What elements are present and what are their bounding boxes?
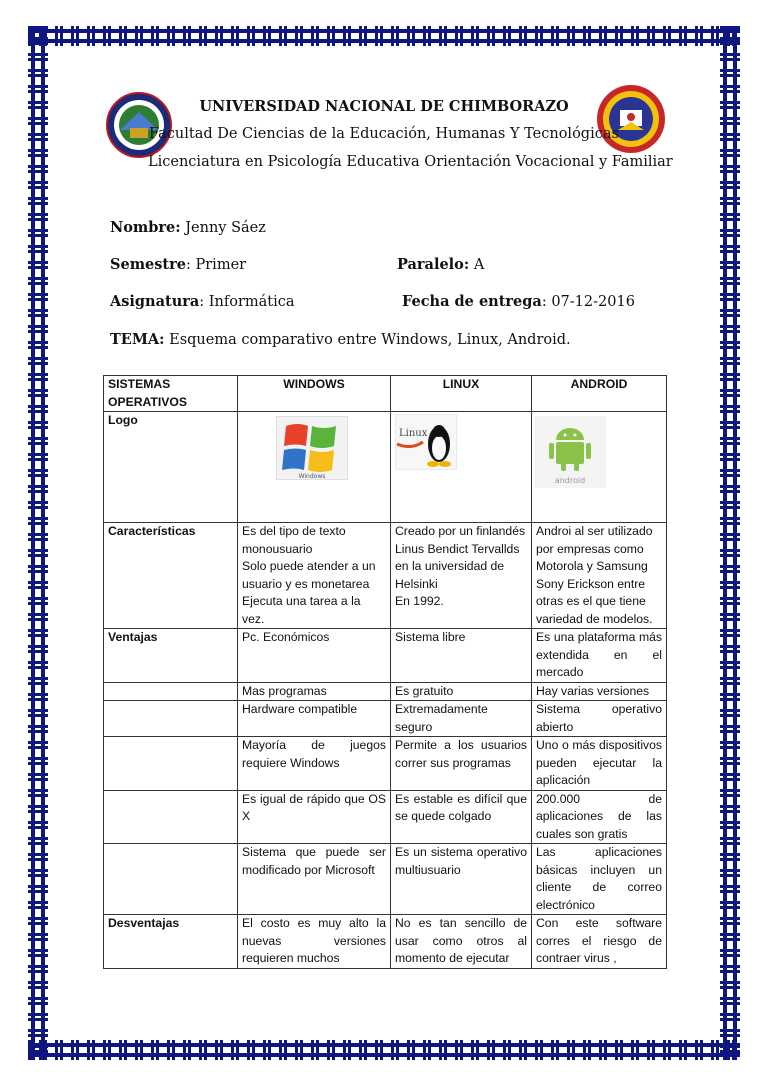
linux-cell: Extremadamente seguro — [391, 701, 532, 737]
tema-value: Esquema comparativo entre Windows, Linux, Android. — [164, 332, 571, 348]
table-header-row — [104, 376, 667, 412]
linux-logo-cell — [391, 412, 532, 523]
table-row — [104, 523, 667, 629]
header-android: ANDROID — [532, 376, 667, 412]
linux-cell: Permite a los usuarios correr sus programas — [391, 737, 532, 791]
row-label — [104, 682, 238, 701]
asignatura-field — [110, 293, 295, 310]
logo-row-label: Logo — [104, 412, 238, 523]
windows-cell: Mas programas — [238, 682, 391, 701]
windows-cell: Mayoría de juegos requiere Windows — [238, 737, 391, 791]
windows-logo-icon — [276, 416, 348, 480]
row-label — [104, 790, 238, 844]
row-label: Desventajas — [104, 915, 238, 969]
windows-logo-caption: Windows — [298, 473, 326, 480]
android-cell: Sistema operativo abierto — [532, 701, 667, 737]
header-windows: WINDOWS — [238, 376, 391, 412]
android-cell: Las aplicaciones básicas incluyen un cliente de correo electrónico — [532, 844, 667, 915]
row-label — [104, 844, 238, 915]
android-logo-cell — [532, 412, 667, 523]
fecha-label: Fecha de entrega — [402, 293, 542, 310]
table-row — [104, 737, 667, 791]
windows-cell: Es del tipo de texto monousuario Solo puede atender a un usuario y es monetarea Ejecuta una tarea a la vez. — [238, 523, 391, 629]
table-row — [104, 844, 667, 915]
windows-cell: El costo es muy alto la nuevas versiones requieren muchos — [238, 915, 391, 969]
android-cell: Es una plataforma más extendida en el mercado — [532, 629, 667, 683]
faculty-seal-logo — [596, 84, 666, 154]
page-border-right — [720, 26, 740, 1060]
windows-cell: Es igual de rápido que OS X — [238, 790, 391, 844]
linux-cell: No es tan sencillo de usar como otros al momento de ejecutar — [391, 915, 532, 969]
linux-cell: Creado por un finlandés Linus Bendict Tervallds en la universidad de Helsinki En 1992. — [391, 523, 532, 629]
linux-logo-icon — [395, 414, 457, 470]
table-row — [104, 682, 667, 701]
linux-cell: Es un sistema operativo multiusuario — [391, 844, 532, 915]
android-cell: Uno o más dispositivos pueden ejecutar la aplicación — [532, 737, 667, 791]
page-border-top — [28, 26, 740, 46]
android-cell: Con este software corres el riesgo de contraer virus , — [532, 915, 667, 969]
table-row — [104, 701, 667, 737]
paralelo-value: A — [469, 257, 485, 273]
semestre-value: : Primer — [186, 257, 247, 273]
nombre-label: Nombre: — [110, 219, 181, 236]
page-border-bottom — [28, 1040, 740, 1060]
row-label: Ventajas — [104, 629, 238, 683]
career-name: Licenciatura en Psicología Educativa Orientación Vocacional y Familiar — [148, 154, 673, 170]
android-cell: Hay varias versiones — [532, 682, 667, 701]
android-logo-text: android — [554, 476, 586, 485]
android-cell: 200.000 de aplicaciones de las cuales son gratis — [532, 790, 667, 844]
semestre-field — [110, 256, 246, 273]
row-label: Características — [104, 523, 238, 629]
android-cell: Androi al ser utilizado por empresas como Motorola y Samsung Sony Erickson entre otras es el que tiene variedad de modelos. — [532, 523, 667, 629]
faculty-name: Facultad De Ciencias de la Educación, Humanas Y Tecnológicas — [149, 126, 619, 142]
comparison-table — [103, 375, 667, 969]
nombre-field — [110, 219, 266, 236]
table-row — [104, 915, 667, 969]
windows-cell: Pc. Económicos — [238, 629, 391, 683]
linux-cell: Es estable es difícil que se quede colgado — [391, 790, 532, 844]
table-row — [104, 629, 667, 683]
windows-cell: Hardware compatible — [238, 701, 391, 737]
header-linux: LINUX — [391, 376, 532, 412]
windows-cell: Sistema que puede ser modificado por Microsoft — [238, 844, 391, 915]
linux-cell: Es gratuito — [391, 682, 532, 701]
row-label — [104, 737, 238, 791]
fecha-field — [402, 293, 635, 310]
page-border-left — [28, 26, 48, 1060]
university-name: UNIVERSIDAD NACIONAL DE CHIMBORAZO — [199, 98, 569, 115]
paralelo-label: Paralelo: — [397, 256, 470, 273]
logo-row — [104, 412, 667, 523]
semestre-label: Semestre — [110, 256, 186, 273]
asignatura-value: : Informática — [199, 294, 295, 310]
table-row — [104, 790, 667, 844]
nombre-value: Jenny Sáez — [180, 220, 266, 236]
paralelo-field — [397, 256, 484, 273]
tema-field — [110, 331, 571, 348]
linux-cell: Sistema libre — [391, 629, 532, 683]
header-sistemas: SISTEMAS OPERATIVOS — [104, 376, 238, 412]
windows-logo-cell — [238, 412, 391, 523]
tema-label: TEMA: — [110, 331, 165, 348]
row-label — [104, 701, 238, 737]
linux-logo-text: Linux — [399, 428, 428, 439]
asignatura-label: Asignatura — [110, 293, 200, 310]
android-logo-icon — [534, 416, 606, 488]
fecha-value: : 07-12-2016 — [541, 294, 635, 310]
